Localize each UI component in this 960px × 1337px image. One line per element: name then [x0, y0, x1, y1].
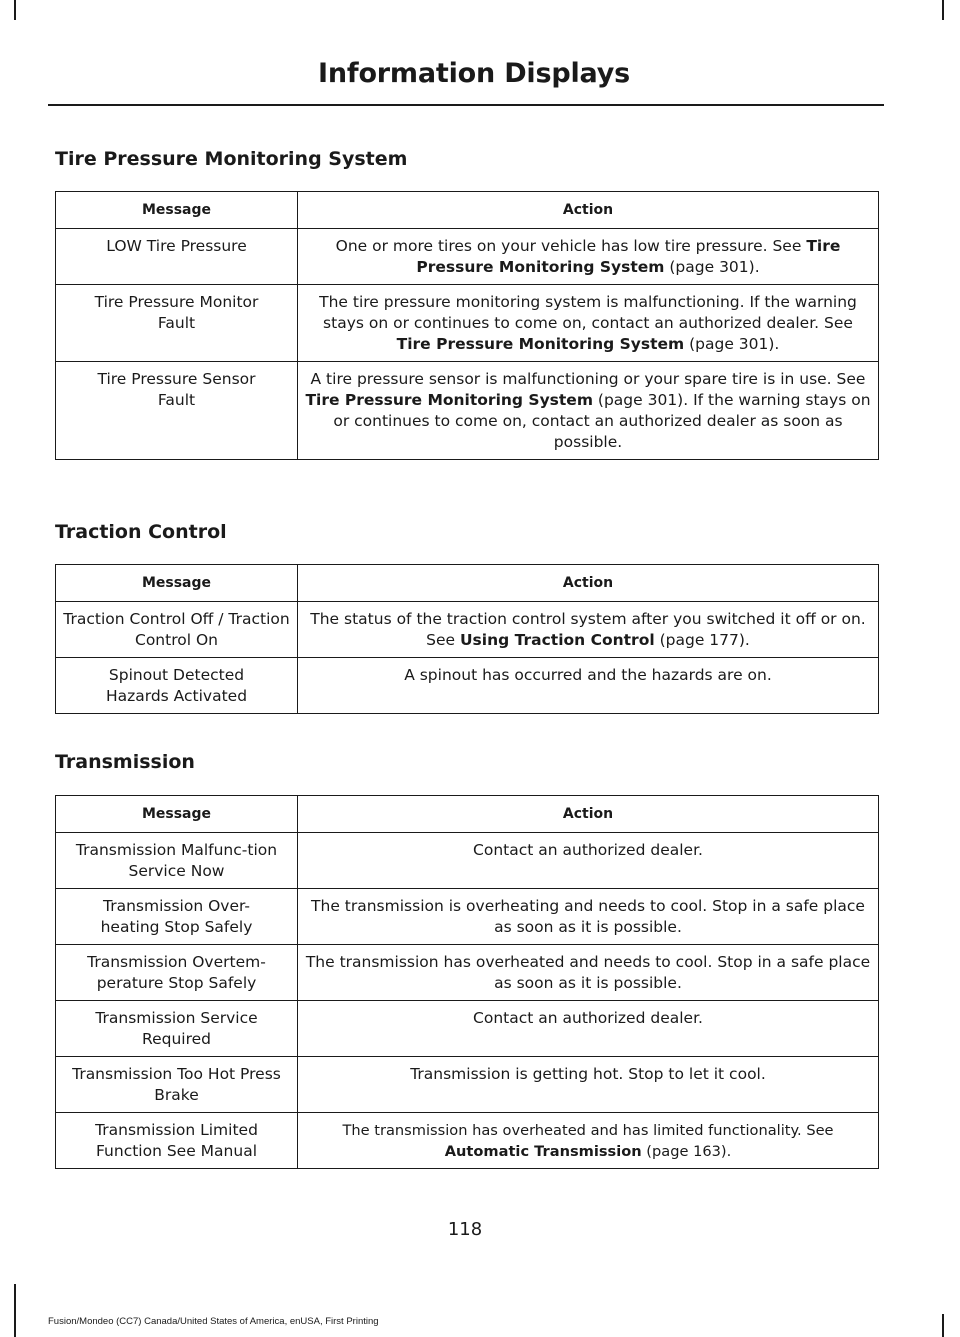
- action-text: Transmission is getting hot. Stop to let it cool.: [410, 1065, 766, 1083]
- section-heading-transmission: Transmission: [55, 751, 195, 773]
- action-reference: Using Traction Control: [459, 631, 655, 649]
- page-header-title: Information Displays: [318, 58, 630, 89]
- table-row: [56, 833, 879, 889]
- transmission-table: [55, 795, 879, 1169]
- message-cell: Transmission Service Required: [56, 1001, 298, 1057]
- column-header-message: Message: [56, 565, 298, 602]
- action-cell: [298, 285, 879, 362]
- section-heading-traction-control: Traction Control: [55, 521, 227, 543]
- print-footer: Fusion/Mondeo (CC7) Canada/United States of America, enUSA, First Printing: [48, 1316, 379, 1327]
- action-text: Contact an authorized dealer.: [473, 841, 703, 859]
- table-row: [56, 1057, 879, 1113]
- action-reference: Tire Pressure Monitoring System: [396, 335, 685, 353]
- action-text: The tire pressure monitoring system is malfunctioning. If the warning stays on or continues to come on, contact an authorized dealer. See: [319, 293, 857, 332]
- action-page-ref: (page 301). If the warning stays on or continues to come on, contact an authorized dealer as soon as possible.: [333, 391, 871, 451]
- section-heading-tire-pressure: Tire Pressure Monitoring System: [55, 148, 408, 170]
- message-cell: Transmission Overtem-perature Stop Safely: [56, 945, 298, 1001]
- action-cell: [298, 889, 879, 945]
- column-header-message: Message: [56, 796, 298, 833]
- action-text: The transmission is overheating and needs to cool. Stop in a safe place as soon as it is possible.: [311, 897, 865, 936]
- action-cell: [298, 362, 879, 460]
- message-cell: LOW Tire Pressure: [56, 229, 298, 285]
- crop-mark-top-right: [942, 0, 944, 20]
- crop-mark-top-left: [14, 0, 16, 20]
- action-cell: [298, 658, 879, 714]
- message-cell: Spinout Detected Hazards Activated: [56, 658, 298, 714]
- table-header-row: [56, 796, 879, 833]
- table-row: [56, 229, 879, 285]
- action-text: The transmission has overheated and has limited functionality. See: [342, 1122, 834, 1139]
- message-cell: Tire Pressure Sensor Fault: [56, 362, 298, 460]
- action-cell: [298, 1113, 879, 1169]
- action-reference: Tire Pressure Monitoring System: [305, 391, 593, 409]
- column-header-action: Action: [298, 192, 879, 229]
- action-text: The transmission has overheated and needs to cool. Stop in a safe place as soon as it is possible.: [305, 953, 871, 992]
- table-row: [56, 1001, 879, 1057]
- header-divider: [48, 104, 884, 106]
- action-text: A tire pressure sensor is malfunctioning or your spare tire is in use. See: [310, 370, 866, 388]
- message-cell: Tire Pressure Monitor Fault: [56, 285, 298, 362]
- table-row: [56, 602, 879, 658]
- action-reference: Automatic Transmission: [444, 1143, 642, 1160]
- table-row: [56, 362, 879, 460]
- table-row: [56, 889, 879, 945]
- action-cell: [298, 833, 879, 889]
- message-cell: Traction Control Off / Traction Control On: [56, 602, 298, 658]
- table-row: [56, 945, 879, 1001]
- action-text: A spinout has occurred and the hazards are on.: [404, 666, 772, 684]
- crop-mark-bottom-right: [942, 1314, 944, 1337]
- table-header-row: [56, 192, 879, 229]
- message-cell: Transmission Too Hot Press Brake: [56, 1057, 298, 1113]
- table-row: [56, 1113, 879, 1169]
- column-header-action: Action: [298, 796, 879, 833]
- message-cell: Transmission Malfunc-tion Service Now: [56, 833, 298, 889]
- message-cell: Transmission Over-heating Stop Safely: [56, 889, 298, 945]
- table-header-row: [56, 565, 879, 602]
- crop-mark-bottom-left: [14, 1284, 16, 1337]
- action-page-ref: (page 301).: [684, 335, 780, 353]
- action-cell: [298, 945, 879, 1001]
- action-page-ref: (page 301).: [664, 258, 760, 276]
- action-page-ref: (page 177).: [654, 631, 750, 649]
- table-row: [56, 658, 879, 714]
- message-cell: Transmission Limited Function See Manual: [56, 1113, 298, 1169]
- column-header-action: Action: [298, 565, 879, 602]
- column-header-message: Message: [56, 192, 298, 229]
- action-text: One or more tires on your vehicle has low tire pressure. See: [335, 237, 807, 255]
- action-cell: [298, 602, 879, 658]
- action-text: Contact an authorized dealer.: [473, 1009, 703, 1027]
- traction-control-table: [55, 564, 879, 714]
- action-reference: Tire Pressure Monitoring System: [416, 237, 841, 276]
- action-text: The status of the traction control system after you switched it off or on. See: [310, 610, 866, 649]
- action-cell: [298, 229, 879, 285]
- tire-pressure-table: [55, 191, 879, 460]
- action-cell: [298, 1057, 879, 1113]
- action-page-ref: (page 163).: [641, 1143, 732, 1160]
- page-number: 118: [447, 1219, 483, 1240]
- action-cell: [298, 1001, 879, 1057]
- table-row: [56, 285, 879, 362]
